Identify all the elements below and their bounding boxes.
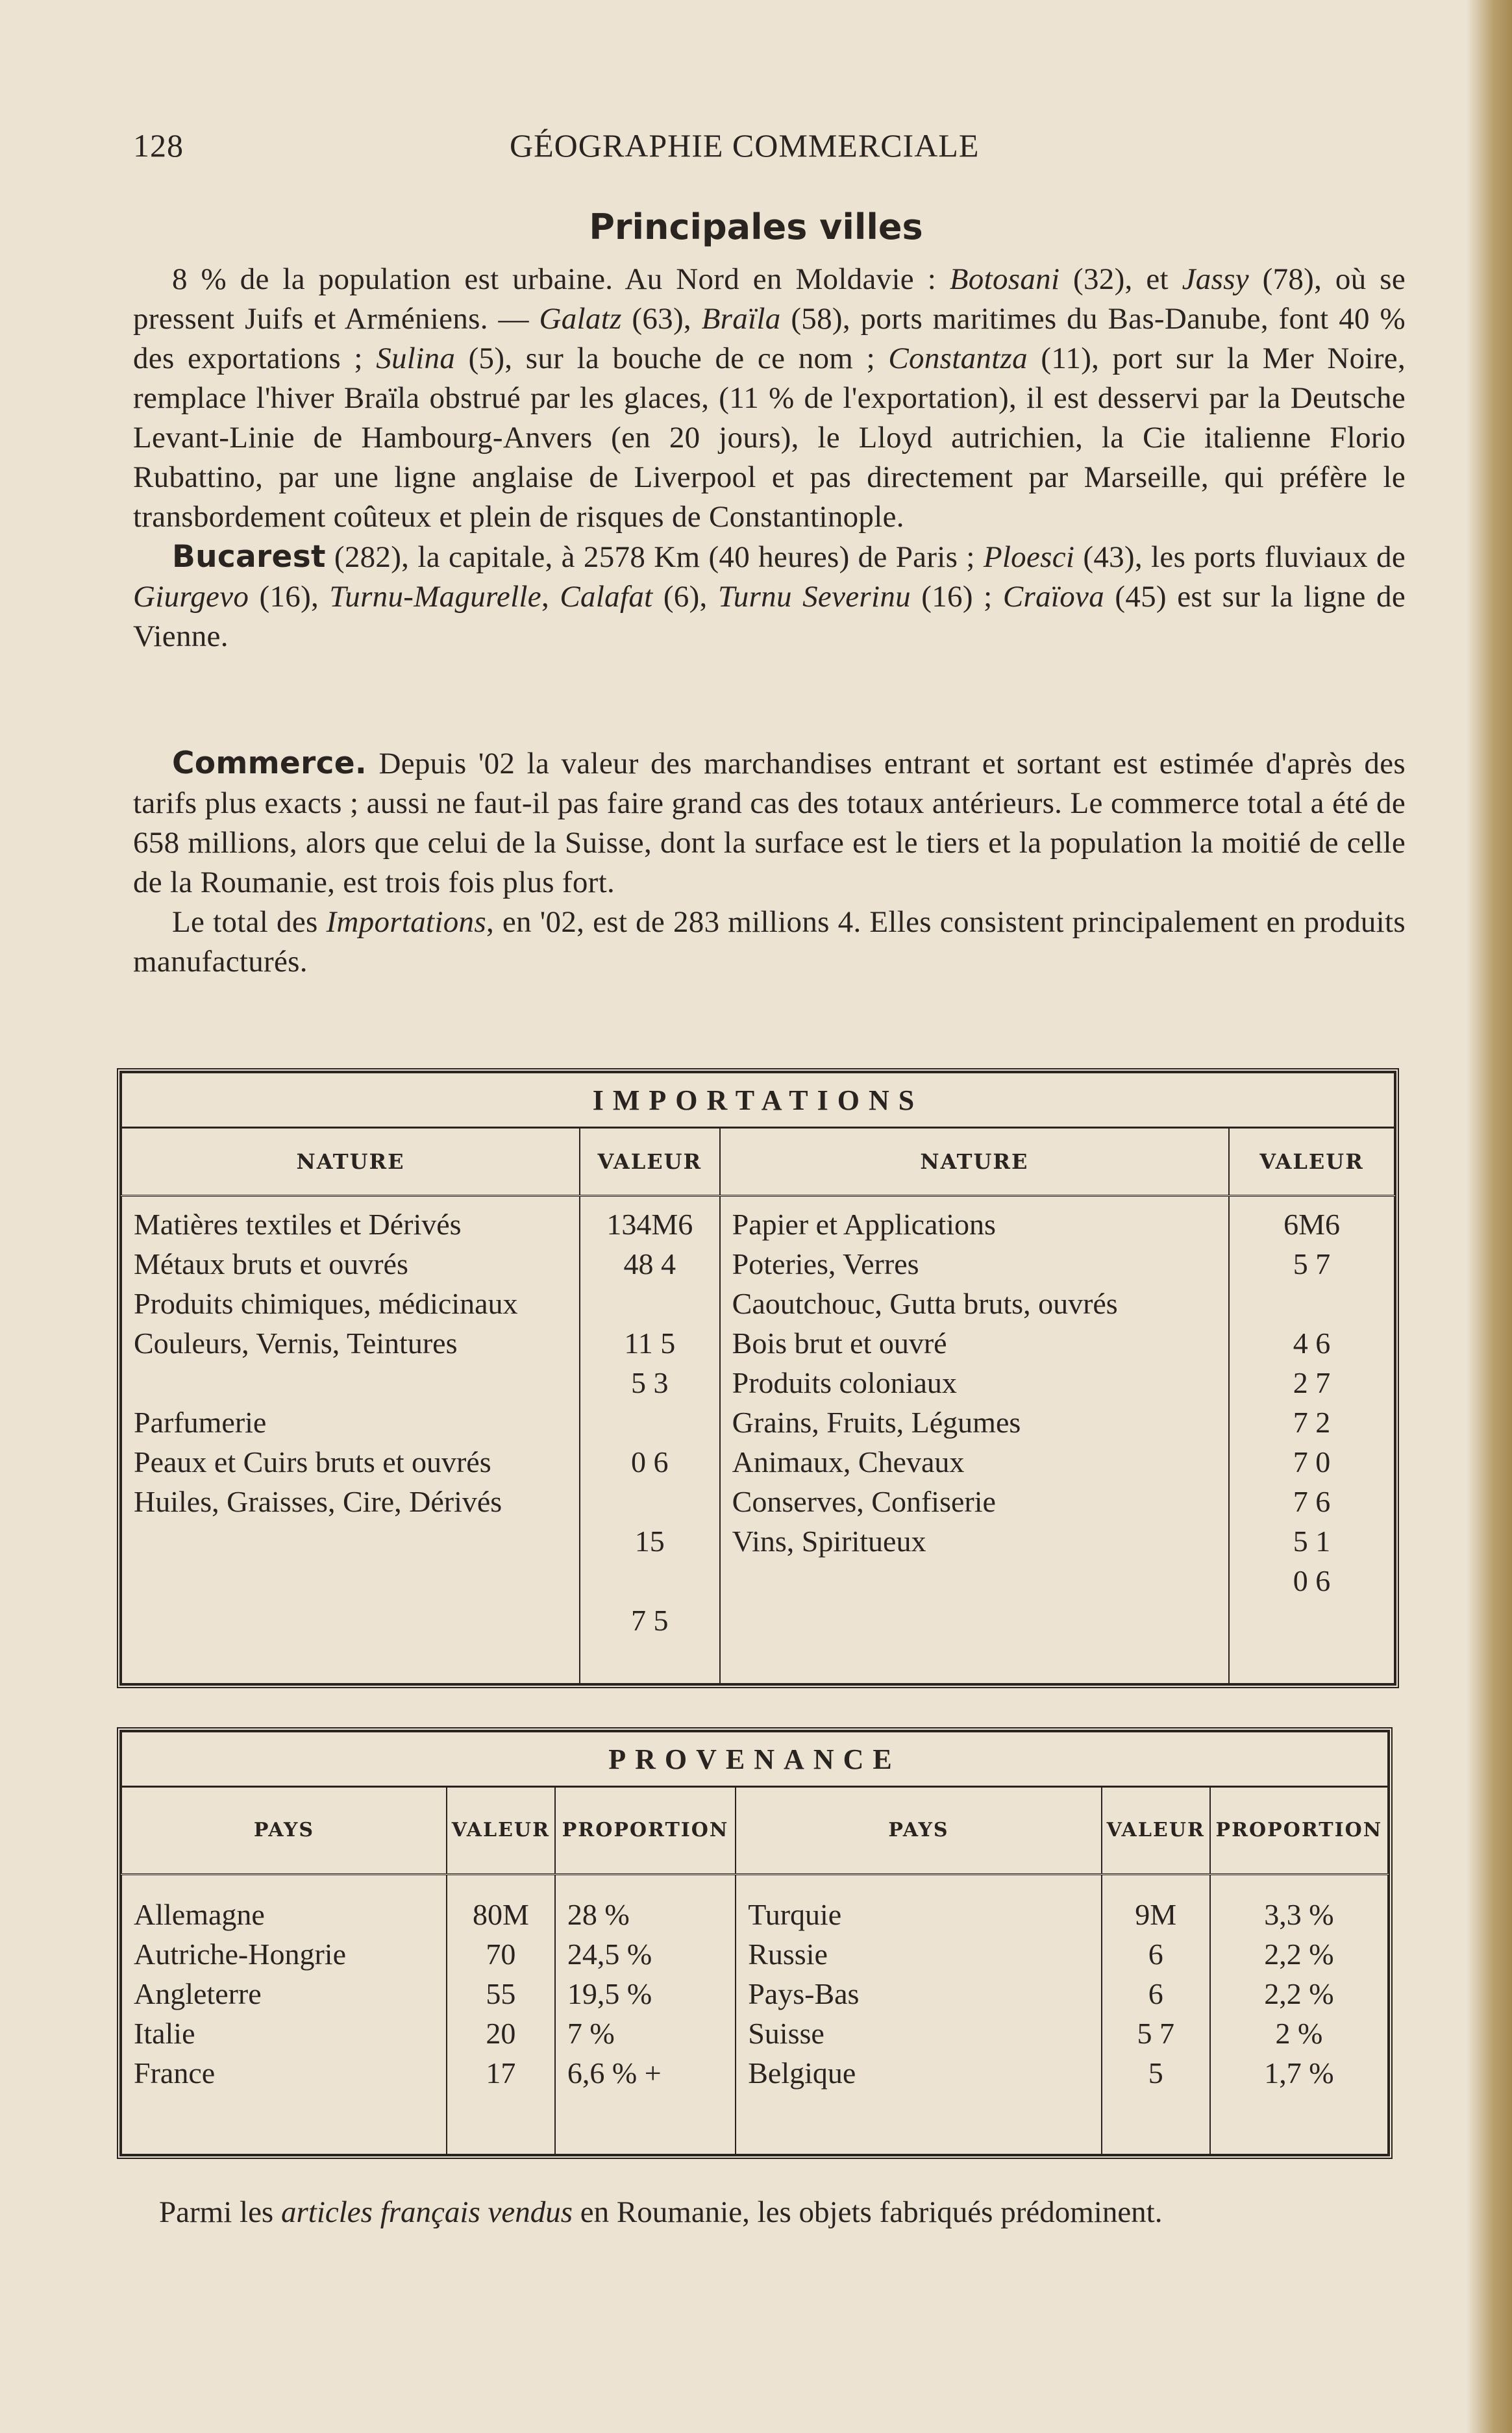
table-row: Belgique (748, 2056, 856, 2090)
table-row: Papier et Applications (732, 1208, 996, 1241)
table-row: France (134, 2056, 216, 2090)
provenance-right-proportion (1210, 1875, 1388, 2155)
table-cell: 7 2 (1293, 1406, 1331, 1439)
table-row: Animaux, Chevaux (732, 1445, 965, 1479)
table-cell: 4 6 (1293, 1327, 1331, 1360)
commerce-paragraph-2: Le total des Importations, en '02, est de 283 millions 4. Elles consistent principalement en produits manufacturés. (133, 905, 1406, 979)
table-row: Caoutchouc, Gutta bruts, ouvrés (732, 1287, 1118, 1320)
table-cell: 1,7 % (1264, 2056, 1334, 2090)
table-cell: 7 5 (631, 1604, 669, 1637)
table-cell: 11 5 (624, 1327, 676, 1360)
table-row: Grains, Fruits, Légumes (732, 1406, 1021, 1439)
table-cell: 70 (486, 1938, 516, 1971)
table-cell: 19,5 % (567, 1977, 652, 2010)
table-cell: 6 (1148, 1938, 1163, 1971)
table-row: Russie (748, 1938, 828, 1971)
col-valeur-right: VALEUR (1102, 1787, 1210, 1875)
col-valeur-left: VALEUR (447, 1787, 555, 1875)
table-row: Huiles, Graisses, Cire, Dérivés (134, 1485, 502, 1518)
table-cell: 2 7 (1293, 1366, 1331, 1399)
commerce-paragraph-1: Commerce. Depuis '02 la valeur des marchandises entrant et sortant est estimée d'après des tarifs plus exacts ; aussi ne faut-il pas faire grand cas des totaux antérieurs. Le commerce total a été de 658 millions, alors que celui de la Suisse, dont la surface est le tiers et la population la moitié de celle de la Roumanie, est trois fois plus fort. (133, 745, 1406, 899)
provenance-table (117, 1727, 1393, 2159)
table-cell: 7 6 (1293, 1485, 1331, 1518)
col-pays-right: PAYS (736, 1787, 1102, 1875)
page-edge (1467, 0, 1512, 2433)
table-row: Produits coloniaux (732, 1366, 957, 1399)
importations-table (117, 1068, 1399, 1688)
table-cell: 80M (472, 1898, 529, 1931)
provenance-right-pays (736, 1875, 1102, 2155)
table-cell: 9M (1135, 1898, 1177, 1931)
table-cell: 5 (1148, 2056, 1163, 2090)
table-row: Autriche-Hongrie (134, 1938, 346, 1971)
footer-sentence: Parmi les articles français vendus en Roumanie, les objets fabriqués prédominent. (159, 2195, 1163, 2229)
page-number: 128 (133, 127, 184, 164)
provenance-left-pays (121, 1875, 447, 2155)
table-row: Poteries, Verres (732, 1247, 919, 1280)
table-cell: 5 7 (1293, 1247, 1331, 1280)
col-proportion-left: PROPORTION (555, 1787, 736, 1875)
table-cell: 2,2 % (1264, 1938, 1334, 1971)
section-title: Principales villes (589, 206, 923, 247)
table-row: Vins, Spiritueux (732, 1525, 926, 1558)
table-row: Pays-Bas (748, 1977, 860, 2010)
table-cell: 2 % (1275, 2017, 1323, 2050)
table-cell: 20 (486, 2017, 516, 2050)
table-row: Matières textiles et Dérivés (134, 1208, 462, 1241)
importations-left-valeur (580, 1196, 720, 1684)
provenance-left-valeur (447, 1875, 555, 2155)
table-cell: 6 (1148, 1977, 1163, 2010)
table-cell: 5 7 (1137, 2017, 1174, 2050)
table-cell: 7 % (567, 2017, 615, 2050)
villes-paragraph-1: 8 % de la population est urbaine. Au Nord en Moldavie : Botosani (32), et Jassy (78), où se pressent Juifs et Arméniens. — Galatz (63), Braïla (58), ports maritimes du Bas-Danube, font 40 % des exportations ; Sulina (5), sur la bouche de ce nom ; Constantza (11), port sur la Mer Noire, remplace l'hiver Braïla obstrué par les glaces, (11 % de l'exportation), il est desservi par la Deutsche Levant-Linie de Hambourg-Anvers (en 20 jours), le Lloyd autrichien, la Cie italienne Florio Rubattino, par une ligne anglaise de Liverpool et pas directement par Marseille, qui préfère le transbordement coûteux et plein de risques de Constantinople. (133, 262, 1406, 534)
table-cell: 5 3 (631, 1366, 669, 1399)
running-title: GÉOGRAPHIE COMMERCIALE (510, 127, 980, 164)
table-row: Angleterre (134, 1977, 262, 2010)
importations-right-valeur (1229, 1196, 1394, 1684)
importations-title: IMPORTATIONS (121, 1073, 1394, 1128)
table-row: Produits chimiques, médicinaux (134, 1287, 518, 1320)
col-nature-right: NATURE (720, 1128, 1229, 1196)
table-row: Conserves, Confiserie (732, 1485, 996, 1518)
table-cell: 6,6 % + (567, 2056, 662, 2090)
table-cell: 5 1 (1293, 1525, 1331, 1558)
table-cell: 2,2 % (1264, 1977, 1334, 2010)
table-cell: 0 6 (631, 1445, 669, 1479)
provenance-right-valeur (1102, 1875, 1210, 2155)
villes-paragraph-2: Bucarest (282), la capitale, à 2578 Km (40 heures) de Paris ; Ploesci (43), les ports fluviaux de Giurgevo (16), Turnu-Magurelle, Calafat (6), Turnu Severinu (16) ; Craïova (45) est sur la ligne de Vienne. (133, 539, 1406, 653)
table-row: Suisse (748, 2017, 824, 2050)
importations-left-nature (121, 1196, 580, 1684)
table-cell: 55 (486, 1977, 516, 2010)
col-nature-left: NATURE (121, 1128, 580, 1196)
table-cell: 3,3 % (1264, 1898, 1334, 1931)
commerce-text (133, 743, 1406, 982)
table-row: Allemagne (134, 1898, 265, 1931)
importations-right-nature (720, 1196, 1229, 1684)
col-valeur-left: VALEUR (580, 1128, 720, 1196)
provenance-left-proportion (555, 1875, 736, 2155)
table-row: Bois brut et ouvré (732, 1327, 947, 1360)
table-cell: 0 6 (1293, 1564, 1331, 1597)
table-row: Métaux bruts et ouvrés (134, 1247, 408, 1280)
col-valeur-right: VALEUR (1229, 1128, 1394, 1196)
col-pays-left: PAYS (121, 1787, 447, 1875)
table-row: Parfumerie (134, 1406, 267, 1439)
running-header (133, 127, 1406, 172)
table-cell: 6M6 (1283, 1208, 1340, 1241)
table-cell: 48 4 (623, 1247, 676, 1280)
table-cell: 28 % (567, 1898, 630, 1931)
table-row: Italie (134, 2017, 195, 2050)
table-row: Peaux et Cuirs bruts et ouvrés (134, 1445, 491, 1479)
table-cell: 17 (486, 2056, 516, 2090)
table-cell: 134M6 (606, 1208, 693, 1241)
table-cell: 24,5 % (567, 1938, 652, 1971)
table-cell: 7 0 (1293, 1445, 1331, 1479)
table-row: Couleurs, Vernis, Teintures (134, 1327, 458, 1360)
villes-text (133, 260, 1406, 656)
table-cell: 15 (634, 1525, 665, 1558)
provenance-title: PROVENANCE (121, 1732, 1388, 1787)
col-proportion-right: PROPORTION (1210, 1787, 1388, 1875)
table-row: Turquie (748, 1898, 842, 1931)
